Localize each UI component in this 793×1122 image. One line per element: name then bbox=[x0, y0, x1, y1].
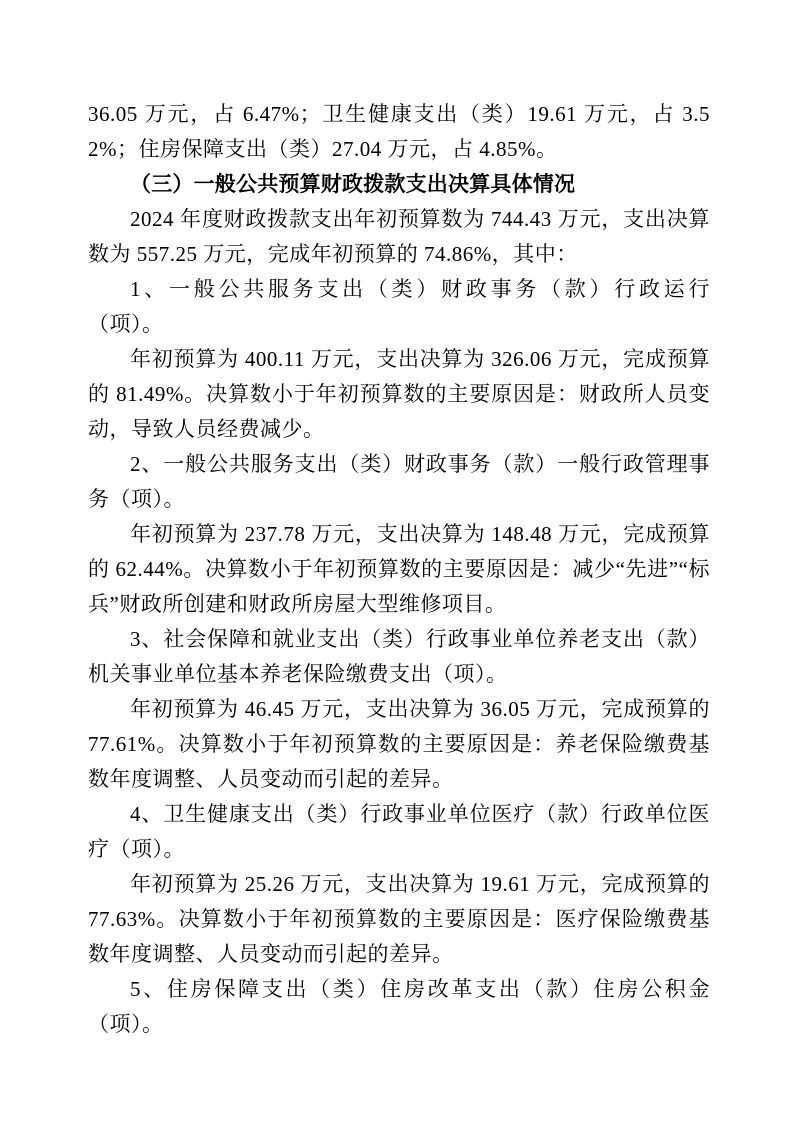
paragraph-item-1-detail: 年初预算为 400.11 万元，支出决算为 326.06 万元，完成预算的 81.49%。决算数小于年初预算数的主要原因是：财政所人员变动，导致人员经费减少。 bbox=[88, 347, 710, 441]
paragraph-item-2-detail: 年初预算为 237.78 万元，支出决算为 148.48 万元，完成预算的 62.44%。决算数小于年初预算数的主要原因是：减少“先进”“标兵”财政所创建和财政所房屋大型维修项目。 bbox=[88, 522, 710, 616]
paragraph-item-3-detail: 年初预算为 46.45 万元，支出决算为 36.05 万元，完成预算的 77.61%。决算数小于年初预算数的主要原因是：养老保险缴费基数年度调整、人员变动而引起的差异。 bbox=[88, 697, 710, 791]
list-item-2: 2、一般公共服务支出（类）财政事务（款）一般行政管理事务（项）。 bbox=[88, 452, 710, 511]
paragraph-carryover: 36.05 万元，占 6.47%；卫生健康支出（类）19.61 万元，占 3.52%；住房保障支出（类）27.04 万元，占 4.85%。 bbox=[88, 102, 710, 161]
paragraph-item-4-detail: 年初预算为 25.26 万元，支出决算为 19.61 万元，完成预算的 77.63%。决算数小于年初预算数的主要原因是：医疗保险缴费基数年度调整、人员变动而引起的差异。 bbox=[88, 872, 710, 966]
list-item-1: 1、一般公共服务支出（类）财政事务（款）行政运行（项）。 bbox=[88, 277, 710, 336]
paragraph-budget-overview: 2024 年度财政拨款支出年初预算数为 744.43 万元，支出决算数为 557.25 万元，完成年初预算的 74.86%，其中： bbox=[88, 207, 710, 266]
document-body bbox=[88, 97, 710, 1042]
list-item-3: 3、社会保障和就业支出（类）行政事业单位养老支出（款）机关事业单位基本养老保险缴费支出（项）。 bbox=[88, 627, 710, 686]
section-heading: （三）一般公共预算财政拨款支出决算具体情况 bbox=[130, 173, 576, 196]
list-item-5: 5、住房保障支出（类）住房改革支出（款）住房公积金（项）。 bbox=[88, 977, 710, 1036]
list-item-4: 4、卫生健康支出（类）行政事业单位医疗（款）行政单位医疗（项）。 bbox=[88, 802, 710, 861]
